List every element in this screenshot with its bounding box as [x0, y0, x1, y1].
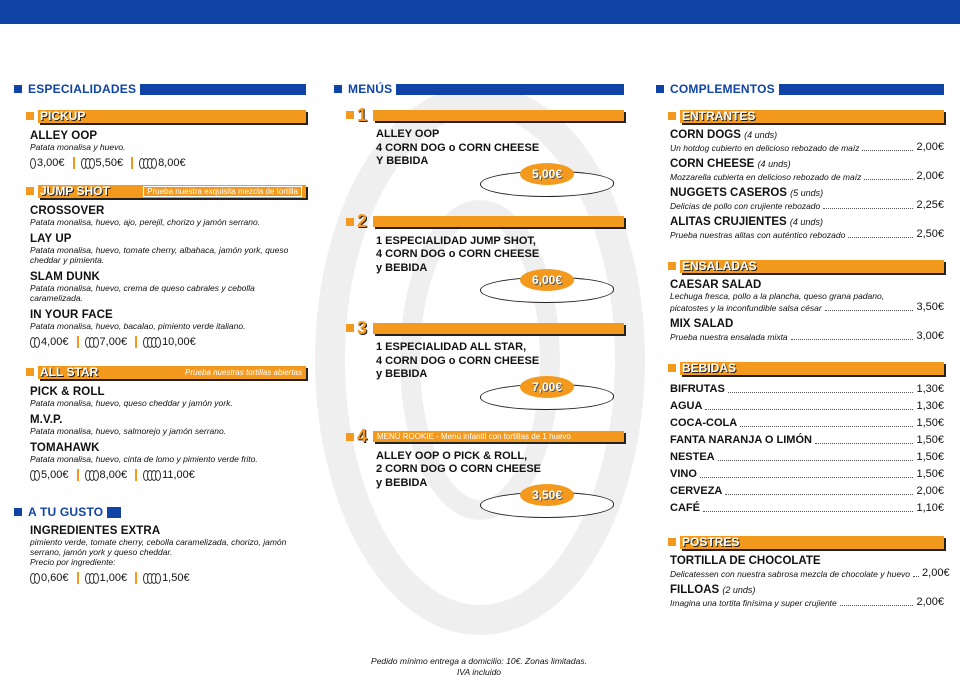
drink-row: VINO 1,50€	[670, 468, 944, 480]
especialidades-column	[14, 80, 306, 584]
jumpshot-prices: 4,00€ 7,00€ 10,00€	[30, 336, 306, 348]
menu-item-corn-dogs: CORN DOGS (4 unds) Un hotdog cubierto en delicioso rebozado de maíz 2,00€	[670, 129, 944, 153]
entrantes-header: ENTRANTES	[668, 108, 944, 124]
three-eggs-icon	[139, 158, 155, 169]
allstar-header: ALL STAR Prueba nuestras tortillas abiertas	[26, 364, 306, 380]
three-eggs-icon	[143, 470, 159, 481]
two-eggs-icon	[81, 158, 93, 169]
top-banner	[0, 0, 960, 24]
menu-item-filloas: FILLOAS (2 unds) Imagina una tortita finísima y super crujiente 2,00€	[670, 584, 944, 608]
pickup-header: PICKUP	[26, 108, 306, 124]
two-eggs-icon	[85, 337, 97, 348]
atugusto-prices: 0,60€ 1,00€ 1,50€	[30, 572, 306, 584]
menu-item-pick-roll: PICK & ROLL Patata monalisa, huevo, queso cheddar y jamón york.	[30, 386, 233, 408]
menu-4-price-egg: 3,50€	[480, 484, 614, 520]
two-eggs-icon	[85, 573, 97, 584]
delivery-footer: Pedido mínimo entrega a domicilio: 10€. Zonas limitadas. IVA incluido	[371, 656, 587, 677]
three-eggs-icon	[143, 337, 159, 348]
one-egg-icon	[30, 470, 38, 481]
menu-item-slam-dunk: SLAM DUNK Patata monalisa, huevo, crema de queso cabrales y cebolla caramelizada.	[30, 271, 255, 303]
menu-item-crossover: CROSSOVER Patata monalisa, huevo, ajo, perejil, chorizo y jamón serrano.	[30, 205, 261, 227]
drink-row: CAFÉ 1,10€	[670, 502, 944, 514]
two-eggs-icon	[85, 470, 97, 481]
especialidades-header: ESPECIALIDADES	[14, 80, 306, 98]
menu-2-contents: 1 ESPECIALIDAD JUMP SHOT, 4 CORN DOG o CORN CHEESE y BEBIDA	[376, 234, 540, 274]
menu-item-nuggets: NUGGETS CASEROS (5 unds) Delicias de pollo con crujiente rebozado 2,25€	[670, 187, 944, 211]
menu-item-caesar-salad: CAESAR SALAD Lechuga fresca, pollo a la plancha, queso grana padano, picatostes y la inconfundible salsa césar 3,50€	[670, 279, 944, 313]
ensaladas-header: ENSALADAS	[668, 258, 944, 274]
menus-column	[334, 80, 624, 520]
drink-row: BIFRUTAS 1,30€	[670, 383, 944, 395]
menu-item-tomahawk: TOMAHAWK Patata monalisa, huevo, cinta de lomo y pimiento verde frito.	[30, 442, 258, 464]
menu-1-contents: ALLEY OOP 4 CORN DOG o CORN CHEESE Y BEBIDA	[376, 128, 540, 167]
menu-item-mvp: M.V.P. Patata monalisa, huevo, salmorejo y jamón serrano.	[30, 414, 227, 436]
postres-header: POSTRES	[668, 534, 944, 550]
one-egg-icon	[30, 573, 38, 584]
menu-item-lay-up: LAY UP Patata monalisa, huevo, tomate cherry, albahaca, jamón york, queso cheddar y pimienta.	[30, 233, 289, 265]
menu-item-mix-salad: MIX SALAD Prueba nuestra ensalada mixta 3,00€	[670, 318, 944, 342]
menus-header: MENÚS	[334, 80, 624, 98]
menu-1-header: 1	[346, 106, 624, 124]
atugusto-header: A TU GUSTO	[14, 503, 306, 521]
menu-2-header: 2	[346, 213, 624, 231]
drink-row: COCA-COLA 1,50€	[670, 417, 944, 429]
jumpshot-header: JUMP SHOT Prueba nuestra exquisita mezcla de tortilla	[26, 183, 306, 199]
menu-4-contents: ALLEY OOP O PICK & ROLL, 2 CORN DOG O CORN CHEESE y BEBIDA	[376, 449, 542, 489]
menu-item-alley-oop: ALLEY OOP Patata monalisa y huevo.	[30, 130, 126, 152]
menu-4-header: 4 MENÚ ROOKIE - Menú infantil con tortillas de 1 huevo	[346, 428, 624, 446]
menu-1-price-egg: 5,00€	[480, 163, 614, 199]
menu-item-ingredientes-extra: INGREDIENTES EXTRA pimiento verde, tomate cherry, cebolla caramelizada, chorizo, jamón serrano, jamón york y queso cheddar. Precio por ingrediente:	[30, 525, 287, 567]
one-egg-icon	[30, 158, 34, 169]
drink-row: AGUA 1,30€	[670, 400, 944, 412]
three-eggs-icon	[143, 573, 159, 584]
menu-3-header: 3	[346, 319, 624, 337]
complementos-header: COMPLEMENTOS	[656, 80, 944, 98]
menu-3-contents: 1 ESPECIALIDAD ALL STAR, 4 CORN DOG o CORN CHEESE y BEBIDA	[376, 341, 540, 380]
bebidas-header: BEBIDAS	[668, 360, 944, 376]
drink-row: FANTA NARANJA O LIMÓN 1,50€	[670, 434, 944, 446]
menu-item-in-your-face: IN YOUR FACE Patata monalisa, huevo, bacalao, pimiento verde italiano.	[30, 309, 246, 331]
menu-item-alitas: ALITAS CRUJIENTES (4 unds) Prueba nuestras alitas con auténtico rebozado 2,50€	[670, 216, 944, 240]
menu-2-price-egg: 6,00€	[480, 269, 614, 305]
drink-row: NESTEA 1,50€	[670, 451, 944, 463]
pickup-prices: 3,00€ 5,50€ 8,00€	[30, 157, 306, 169]
menu-item-tortilla-chocolate: TORTILLA DE CHOCOLATE Delicatessen con nuestra sabrosa mezcla de chocolate y huevo 2,00€	[670, 555, 950, 579]
one-egg-icon	[30, 337, 38, 348]
menu-item-corn-cheese: CORN CHEESE (4 unds) Mozzarella cubierta en delicioso rebozado de maíz 2,00€	[670, 158, 944, 182]
menu-3-price-egg: 7,00€	[480, 376, 614, 412]
drink-row: CERVEZA 2,00€	[670, 485, 944, 497]
allstar-prices: 5,00€ 8,00€ 11,00€	[30, 469, 306, 481]
complementos-column	[656, 80, 950, 608]
